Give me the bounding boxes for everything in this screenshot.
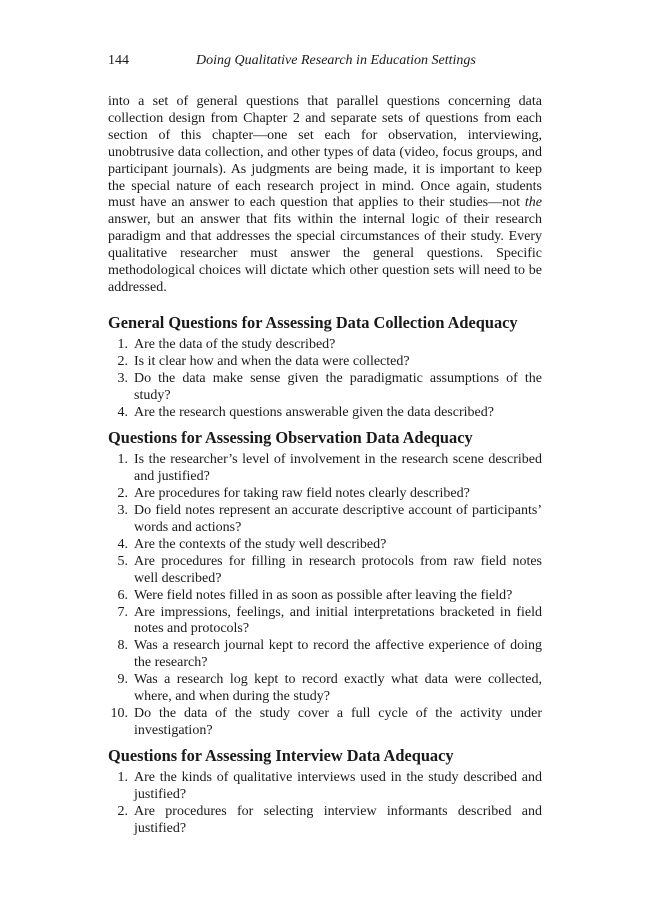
list-item [108, 452, 542, 486]
item-number: 2. [117, 486, 128, 502]
intro-emphasis: the [524, 195, 542, 211]
item-number: 3. [117, 370, 128, 386]
item-text: Are the kinds of qualitative interviews used in the study described and justified? [134, 769, 542, 802]
intro-text-end: answer, but an answer that fits within the internal logic of their research paradigm and that addresses the special circumstances of their study. Every qualitative researcher must answer the general questions. Specific methodological choices will dictate which other question sets will need to be addressed. [108, 212, 542, 295]
list-item [108, 354, 542, 371]
item-text: Is it clear how and when the data were collected? [134, 353, 410, 369]
item-number: 2. [117, 803, 128, 819]
item-number: 3. [117, 503, 128, 519]
list-item [108, 537, 542, 554]
interview-questions-list [108, 770, 542, 838]
intro-text-start: into a set of general questions that parallel questions concerning data collection design from Chapter 2 and separate sets of questions from each section of this chapter—one set each for observation, interviewing, unobtrusive data collection, and other types of data (video, focus groups, and participant journals). As judgments are being made, it is important to keep the special nature of each research project in mind. Once again, students must have an answer to each question that applies to their studies—not [108, 94, 542, 211]
list-item [108, 672, 542, 706]
list-item [108, 503, 542, 537]
item-text: Do the data make sense given the paradigmatic assumptions of the study? [134, 370, 542, 403]
list-item [108, 371, 542, 405]
list-item [108, 638, 542, 672]
item-number: 2. [117, 353, 128, 369]
item-number: 6. [117, 587, 128, 603]
item-number: 9. [117, 672, 128, 688]
list-item [108, 588, 542, 605]
item-text: Is the researcher’s level of involvement in the research scene described and justified? [134, 452, 542, 485]
list-item [108, 706, 542, 740]
interview-questions-heading: Questions for Assessing Interview Data Adequacy [108, 745, 454, 765]
list-item [108, 486, 542, 503]
item-number: 4. [117, 404, 128, 420]
item-number: 7. [117, 604, 128, 620]
item-number: 1. [117, 452, 128, 468]
item-number: 4. [117, 536, 128, 552]
list-item [108, 770, 542, 804]
item-text: Are the contexts of the study well described? [134, 536, 387, 552]
item-number: 10. [110, 706, 128, 721]
general-questions-heading: General Questions for Assessing Data Collection Adequacy [108, 312, 518, 332]
item-text: Was a research journal kept to record the affective experience of doing the research? [134, 638, 542, 671]
item-number: 1. [117, 336, 128, 352]
running-title: Doing Qualitative Research in Education Settings [196, 53, 476, 68]
observation-questions-heading: Questions for Assessing Observation Data Adequacy [108, 428, 473, 448]
list-item [108, 554, 542, 588]
observation-questions-list [108, 452, 542, 739]
item-text: Were field notes filled in as soon as possible after leaving the field? [134, 587, 513, 603]
item-text: Are procedures for selecting interview informants described and justified? [134, 803, 542, 836]
item-text: Do the data of the study cover a full cycle of the activity under investigation? [134, 706, 542, 738]
intro-paragraph [108, 94, 542, 297]
item-number: 1. [117, 769, 128, 785]
list-item [108, 804, 542, 838]
page-body [108, 94, 542, 837]
item-text: Are the data of the study described? [134, 336, 336, 352]
general-questions-list [108, 337, 542, 422]
item-text: Are procedures for filling in research protocols from raw field notes well described? [134, 553, 542, 586]
page-number: 144 [108, 53, 129, 68]
item-text: Was a research log kept to record exactly what data were collected, where, and when during the study? [134, 672, 542, 705]
list-item [108, 337, 542, 354]
list-item [108, 605, 542, 639]
item-text: Are the research questions answerable given the data described? [134, 404, 494, 420]
item-number: 5. [117, 553, 128, 569]
item-text: Are procedures for taking raw field notes clearly described? [134, 486, 470, 502]
list-item [108, 405, 542, 422]
item-number: 8. [117, 638, 128, 654]
item-text: Do field notes represent an accurate descriptive account of participants’ words and actions? [134, 503, 542, 536]
item-text: Are impressions, feelings, and initial interpretations bracketed in field notes and protocols? [134, 604, 542, 637]
